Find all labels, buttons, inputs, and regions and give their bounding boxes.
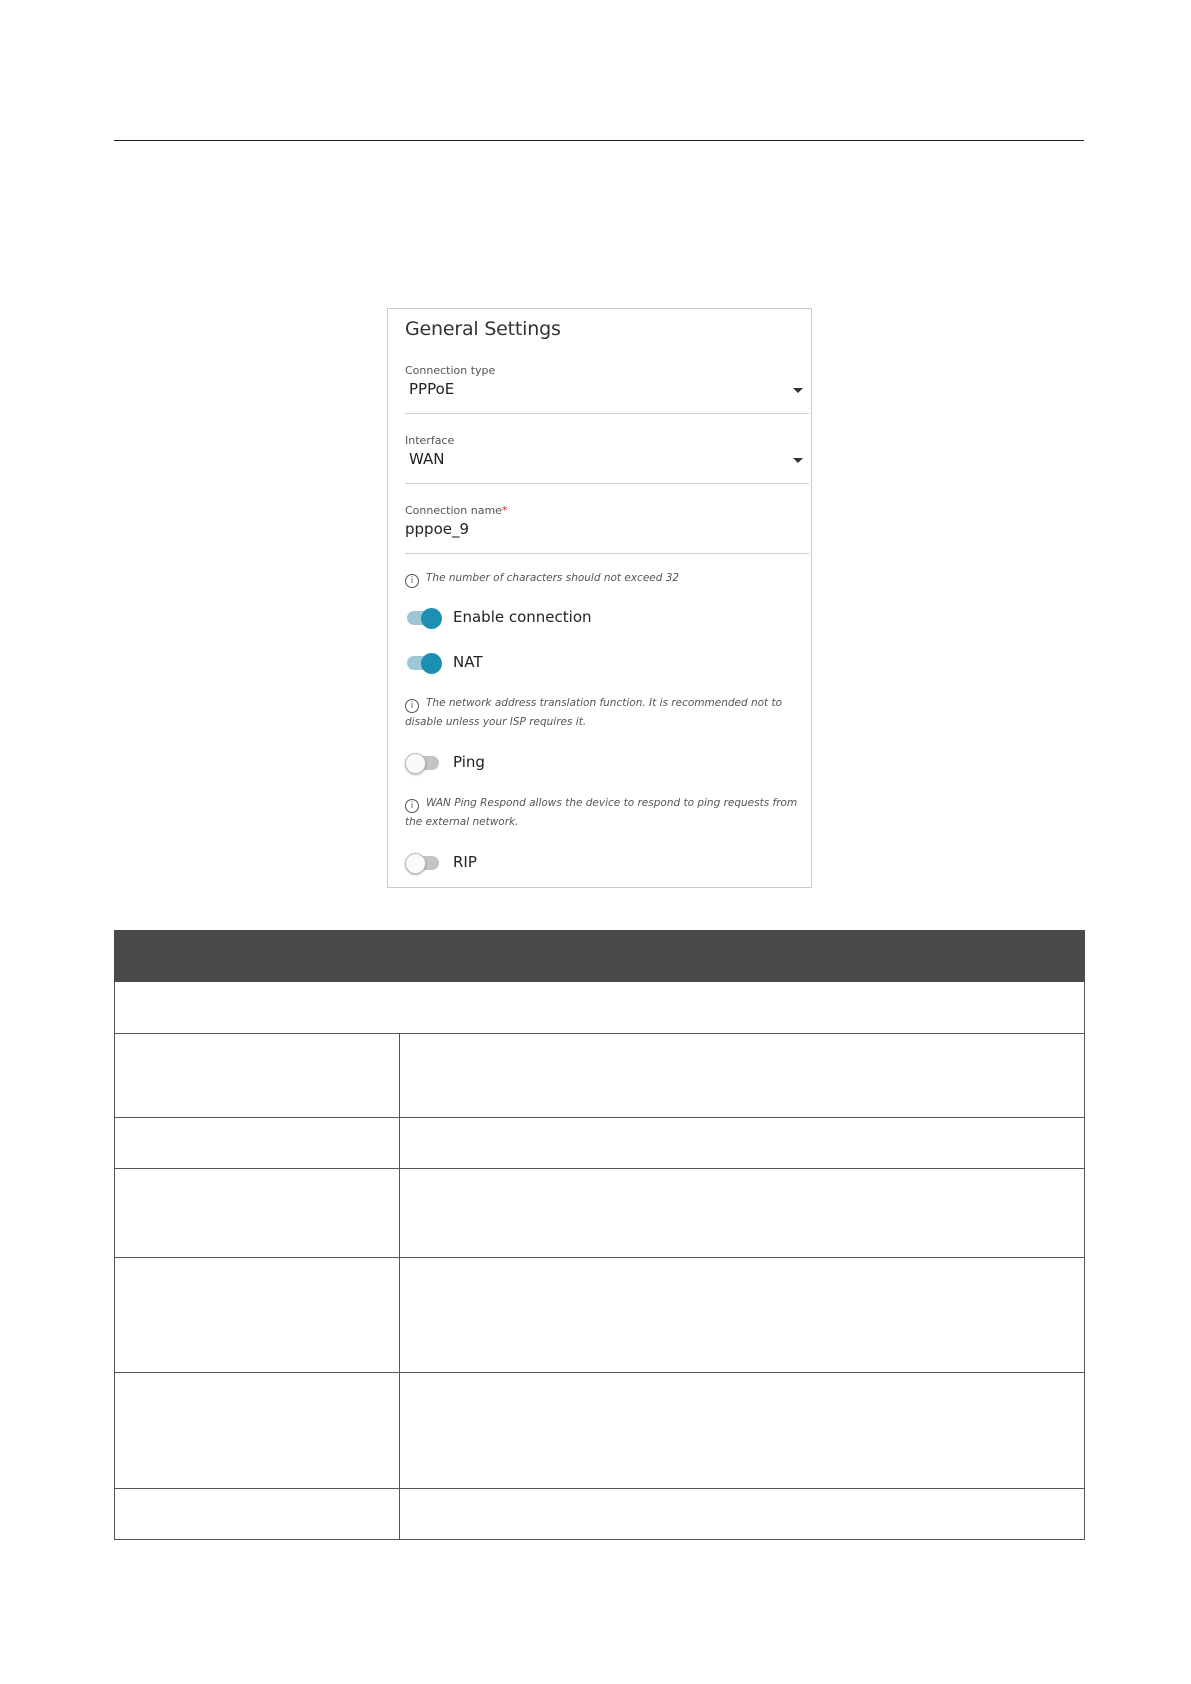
panel-title: General Settings <box>405 318 561 340</box>
field-underline <box>405 483 809 484</box>
general-settings-panel <box>387 308 812 888</box>
info-icon: i <box>405 699 419 713</box>
nat-label: NAT <box>453 653 483 671</box>
info-icon: i <box>405 574 419 588</box>
table-cell <box>115 1169 400 1257</box>
table-row <box>114 1489 1085 1540</box>
nat-toggle[interactable] <box>407 656 439 670</box>
ping-hint-text: WAN Ping Respond allows the device to respond to ping requests from the external network. <box>405 797 798 828</box>
table-cell <box>115 1258 400 1372</box>
info-icon: i <box>405 799 419 813</box>
chevron-down-icon <box>793 458 803 463</box>
table-cell <box>115 1034 400 1117</box>
table-row <box>114 1169 1085 1258</box>
ping-toggle[interactable] <box>407 756 439 770</box>
rip-label: RIP <box>453 853 477 871</box>
table-row <box>114 1258 1085 1373</box>
connection-name-label-text: Connection name <box>405 504 502 517</box>
toggle-knob <box>405 853 426 874</box>
toggle-knob <box>405 753 426 774</box>
ping-hint <box>405 794 805 832</box>
interface-label: Interface <box>405 434 455 447</box>
name-hint <box>405 569 805 588</box>
table-cell <box>115 1118 400 1168</box>
table-row <box>114 1373 1085 1489</box>
field-underline <box>405 413 809 414</box>
rip-toggle[interactable] <box>407 856 439 870</box>
required-mark: * <box>501 504 508 517</box>
connection-name-label <box>405 504 809 517</box>
toggle-knob <box>421 653 442 674</box>
connection-type-label: Connection type <box>405 364 496 377</box>
name-hint-text: The number of characters should not exceed 32 <box>426 572 680 584</box>
table-cell <box>115 1373 400 1488</box>
table-row <box>114 1034 1085 1118</box>
interface-value: WAN <box>409 450 445 468</box>
toggle-knob <box>421 608 442 629</box>
connection-type-select[interactable] <box>405 364 809 414</box>
field-underline <box>405 553 809 554</box>
table-row <box>114 1118 1085 1169</box>
chevron-down-icon <box>793 388 803 393</box>
table-header <box>114 930 1085 982</box>
nat-hint <box>405 694 805 732</box>
table-cell <box>115 1489 400 1539</box>
ping-label: Ping <box>453 753 485 771</box>
enable-connection-toggle[interactable] <box>407 611 439 625</box>
nat-hint-text: The network address translation function. It is recommended not to disable unless your ISP requires it. <box>405 697 783 728</box>
table-section-row <box>114 982 1085 1034</box>
enable-connection-label: Enable connection <box>453 608 592 626</box>
connection-name-field[interactable] <box>405 504 809 554</box>
interface-select[interactable] <box>405 434 809 484</box>
connection-type-value: PPPoE <box>409 380 455 398</box>
connection-name-value: pppoe_9 <box>405 520 470 538</box>
header-rule <box>114 140 1084 141</box>
